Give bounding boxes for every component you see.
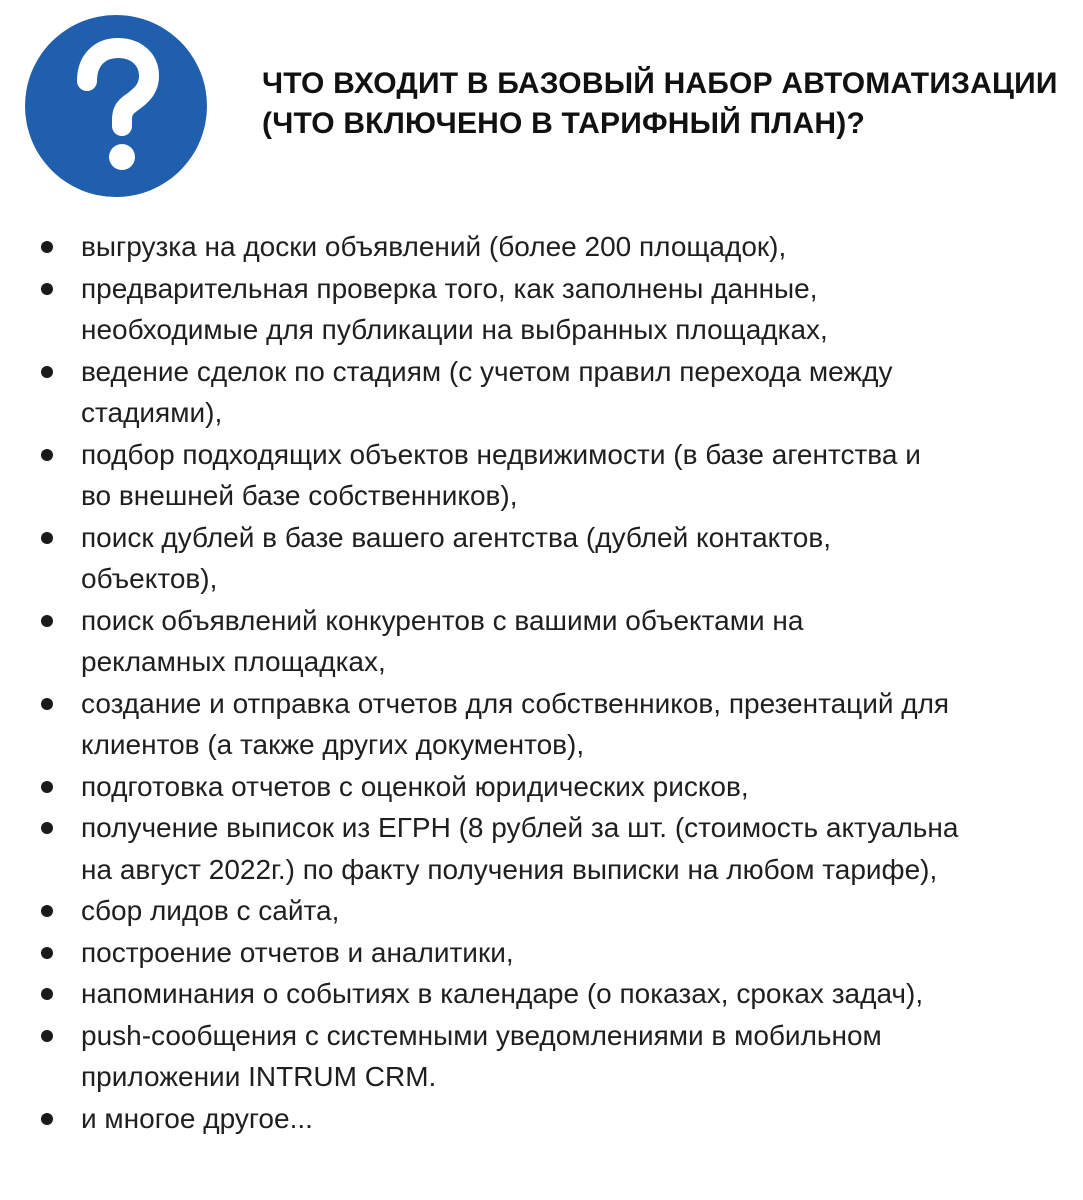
list-item-text: необходимые для публикации на выбранных площадках, (81, 314, 828, 345)
list-item-text: ведение сделок по стадиям (с учетом правил перехода между (81, 355, 893, 387)
question-mark-dot (109, 144, 135, 170)
list-item-text: поиск дублей в базе вашего агентства (дублей контактов, (81, 521, 831, 553)
bullet-icon (41, 905, 53, 917)
list-item-text: получение выписок из ЕГРН (8 рублей за шт. (стоимость актуальна (81, 812, 959, 843)
bullet-icon (41, 366, 53, 378)
list-item-text: сбор лидов с сайта, (81, 895, 340, 926)
list-item-text: и многое другое... (81, 1102, 313, 1134)
list-item (0, 351, 1083, 434)
list-item (0, 890, 1083, 932)
bullet-icon (41, 698, 53, 710)
bullet-icon (41, 947, 53, 959)
list-item (0, 973, 1083, 1015)
list-item-text: подбор подходящих объектов недвижимости (в базе агентства и (81, 438, 921, 470)
question-mark-icon (25, 15, 207, 197)
list-item-text: push-сообщения с системными уведомлениями в мобильном (81, 1019, 882, 1051)
list-item-text: выгрузка на доски объявлений (более 200 площадок), (81, 231, 787, 262)
list-item (0, 807, 1083, 890)
bullet-icon (41, 822, 53, 834)
list-item-text: стадиями), (81, 397, 223, 428)
list-item (0, 1015, 1083, 1098)
bullet-icon (41, 241, 53, 253)
list-item (0, 434, 1083, 517)
title-line-2: (ЧТО ВКЛЮЧЕНО В ТАРИФНЫЙ ПЛАН)? (262, 107, 865, 140)
bullet-icon (41, 283, 53, 295)
list-item-text: напоминания о событиях в календаре (о показах, сроках задач), (81, 978, 924, 1009)
list-item-text: поиск объявлений конкурентов с вашими объектами на (81, 604, 804, 636)
bullet-icon (41, 781, 53, 793)
bullet-icon (41, 988, 53, 1000)
header (0, 0, 1083, 210)
list-item (0, 517, 1083, 600)
list-item-text: построение отчетов и аналитики, (81, 936, 514, 968)
bullet-icon (41, 1030, 53, 1042)
title-line-1: ЧТО ВХОДИТ В БАЗОВЫЙ НАБОР АВТОМАТИЗАЦИИ (262, 67, 1058, 100)
list-item (0, 1098, 1083, 1140)
list-item-text: во внешней базе собственников), (81, 480, 518, 511)
list-item-text: подготовка отчетов с оценкой юридических рисков, (81, 770, 749, 802)
list-item (0, 766, 1083, 808)
list-item-text: клиентов (а также других документов), (81, 729, 585, 760)
list-item-text: на август 2022г.) по факту получения выписки на любом тарифе), (81, 853, 938, 885)
list-item-text: предварительная проверка того, как заполнены данные, (81, 272, 818, 304)
list-item (0, 268, 1083, 351)
list-item-text: создание и отправка отчетов для собственников, презентаций для (81, 687, 950, 719)
bullet-icon (41, 532, 53, 544)
list-item-text: объектов), (81, 563, 218, 594)
feature-list (0, 226, 1083, 1139)
list-item (0, 226, 1083, 268)
bullet-icon (41, 1113, 53, 1125)
list-item (0, 683, 1083, 766)
list-item-text: приложении INTRUM CRM. (81, 1061, 437, 1092)
list-item (0, 600, 1083, 683)
page-title (262, 64, 1062, 144)
list-item (0, 932, 1083, 974)
list-item-text: рекламных площадках, (81, 646, 386, 677)
bullet-icon (41, 615, 53, 627)
bullet-icon (41, 449, 53, 461)
